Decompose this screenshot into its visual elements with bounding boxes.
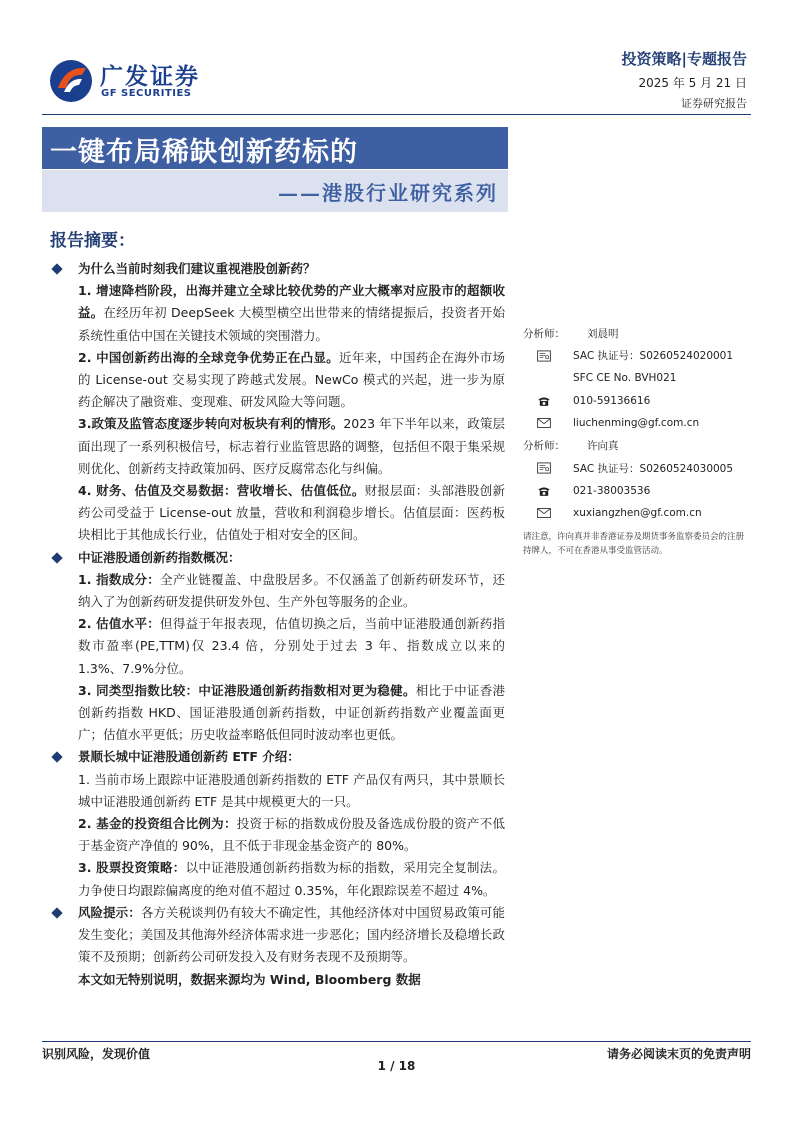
page-subtitle: ——港股行业研究系列 — [278, 181, 498, 205]
diamond-bullet-icon — [51, 552, 62, 563]
email-icon — [523, 412, 551, 434]
analyst-email[interactable]: liuchenming@gf.com.cn — [573, 417, 700, 430]
gf-logo — [48, 58, 218, 104]
header-divider — [42, 114, 751, 115]
para-lead: 1. 指数成分： — [78, 571, 161, 587]
para-lead: 4. 财务、估值及交易数据：营收增长、估值低位。 — [78, 483, 365, 499]
diamond-bullet-icon — [51, 907, 62, 918]
para-text: 2023 年下半年以来，政策层面出现了一系列积极信号，标志着行业监管思路的调整，包括但不限于集采规则优化、创新药支持政策加码、医疗反腐常态化与纠偏。 — [78, 416, 505, 476]
analyst-phone: 021-38003536 — [573, 484, 651, 497]
para-text: 在经历年初 DeepSeek 大模型横空出世带来的情绪提振后，投资者开始系统性重估中国在关键技术领域的突围潜力。 — [78, 305, 505, 343]
paragraph — [50, 680, 505, 747]
paragraph — [50, 813, 505, 857]
analyst-1-sac-row — [523, 345, 751, 368]
para-lead: 2. 基金的投资组合比例为： — [78, 816, 237, 832]
section-1 — [50, 258, 505, 280]
section-2 — [50, 547, 505, 569]
certificate-icon — [523, 457, 551, 479]
paragraph — [50, 347, 505, 414]
certificate-icon — [523, 345, 551, 367]
analyst-sac: SAC 执证号：S0260524020001 — [573, 350, 734, 363]
licensing-note: 请注意，许向真并非香港证券及期货事务监察委员会的注册持牌人，不可在香港从事受监管活动。 — [523, 531, 745, 556]
para-lead: 3.政策及监管态度逐步转向对板块有利的情形。 — [78, 416, 344, 432]
paragraph — [50, 480, 505, 547]
footer-disclaimer[interactable]: 请务必阅读末页的免责声明 — [606, 1047, 751, 1061]
analyst-2-email-row — [523, 502, 751, 525]
paragraph — [50, 280, 505, 347]
section-3 — [50, 746, 505, 768]
analyst-panel — [523, 322, 751, 558]
paragraph — [50, 769, 505, 813]
logo-en: GF SECURITIES — [101, 88, 192, 99]
page-title: 一键布局稀缺创新药标的 — [50, 137, 358, 168]
logo-cn: 广发证券 — [100, 64, 200, 90]
analyst-phone: 010-59136616 — [573, 394, 651, 407]
analyst-2-sac-row — [523, 457, 751, 480]
analyst-name: 刘晨明 — [587, 327, 619, 340]
para-text: 财报层面：头部港股创新药公司受益于 License-out 放量，营收和利润稳步增长。估值层面：医药板块相比于其他成长行业，估值处于相对安全的区间。 — [78, 483, 505, 543]
analyst-1-phone-row — [523, 390, 751, 413]
gf-logo-icon — [48, 58, 94, 104]
report-date: 2025 年 5 月 21 日 — [638, 76, 747, 90]
paragraph — [50, 413, 505, 480]
footer-slogan: 识别风险，发现价值 — [42, 1047, 151, 1061]
analyst-2-phone-row — [523, 480, 751, 503]
para-text: 但得益于年报表现，估值切换之后，当前中证港股通创新药指数市盈率(PE,TTM)仅 23.4 倍，分别处于过去 3 年、指数成立以来的 1.3%、7.9%分位。 — [78, 616, 505, 676]
abstract-body — [50, 258, 505, 991]
section-heading: 为什么当前时刻我们建议重视港股创新药？ — [78, 261, 316, 276]
footer-divider — [42, 1041, 751, 1042]
analyst-sfc: SFC CE No. BVH021 — [573, 372, 677, 385]
analyst-label: 分析师： — [523, 440, 565, 453]
para-text: 相比于中证香港创新药指数 HKD、国证港股通创新药指数，中证创新药指数产业覆盖面更广；估值水平更低；历史收益率略低但同时波动率也更低。 — [78, 682, 505, 743]
section-heading: 风险提示： — [78, 904, 141, 920]
analyst-name: 许向真 — [587, 440, 619, 453]
report-type: 投资策略|专题报告 — [621, 50, 747, 68]
para-lead: 2. 估值水平： — [78, 616, 161, 632]
paragraph — [50, 569, 505, 613]
para-lead: 1. 增速降档阶段，出海并建立全球比较优势的产业大概率对应股市的超额收益。 — [78, 283, 505, 321]
abstract-label: 报告摘要： — [50, 231, 135, 251]
section-heading: 中证港股通创新药指数概况： — [78, 549, 241, 565]
para-text: 1. 当前市场上跟踪中证港股通创新药指数的 ETF 产品仅有两只，其中景顺长城中证港股通创新药 ETF 是其中规模更大的一只。 — [78, 771, 505, 809]
para-lead: 3. 股票投资策略： — [78, 860, 186, 876]
diamond-bullet-icon — [51, 752, 62, 763]
para-lead: 3. 同类型指数比较：中证港股通创新药指数相对更为稳健。 — [78, 682, 416, 698]
analyst-1-email-row — [523, 412, 751, 435]
risk-text: 各方关税谈判仍有较大不确定性，其他经济体对中国贸易政策可能发生变化；美国及其他海外经济体需求进一步恶化；国内经济增长及稳增长政策不及预期；创新药公司研发投入及有财务表现不及预期等。 — [78, 904, 505, 965]
para-lead: 2. 中国创新药出海的全球竞争优势正在凸显。 — [78, 349, 340, 365]
diamond-bullet-icon — [51, 263, 62, 274]
analyst-2-row — [523, 435, 751, 458]
section-risk — [50, 902, 505, 969]
phone-icon — [523, 480, 551, 502]
email-icon — [523, 502, 551, 524]
analyst-label: 分析师： — [523, 327, 565, 340]
paragraph — [50, 857, 505, 901]
header-meta — [622, 48, 747, 114]
phone-icon — [523, 390, 551, 412]
source-note: 本文如无特别说明，数据来源均为 Wind, Bloomberg 数据 — [78, 971, 421, 987]
paragraph — [50, 613, 505, 680]
para-text: 投资于标的指数成份股及备选成份股的资产不低于基金资产净值的 90%，且不低于非现金基金资产的 80%。 — [78, 816, 505, 854]
para-text: 全产业链覆盖、中盘股居多。不仅涵盖了创新药研发环节，还纳入了为创新药研发提供研发外包、生产外包等服务的企业。 — [78, 571, 505, 610]
analyst-email[interactable]: xuxiangzhen@gf.com.cn — [573, 507, 702, 520]
page-number: 1 / 18 — [377, 1059, 416, 1073]
section-heading: 景顺长城中证港股通创新药 ETF 介绍： — [78, 749, 300, 765]
para-text: 以中证港股通创新药指数为标的指数，采用完全复制法。力争使日均跟踪偏离度的绝对值不超过 0.35%，年化跟踪误差不超过 4%。 — [78, 860, 505, 898]
report-category: 证券研究报告 — [681, 97, 747, 110]
spacer — [523, 367, 551, 389]
para-text: 近年来，中国药企在海外市场的 License-out 交易实现了跨越式发展。NewCo 模式的兴起，进一步为原药企解决了融资难、变现难、研发风险大等问题。 — [78, 349, 505, 410]
analyst-1-row — [523, 322, 751, 345]
analyst-sac: SAC 执证号：S0260524030005 — [573, 462, 734, 475]
analyst-1-sfc-row — [523, 367, 751, 390]
